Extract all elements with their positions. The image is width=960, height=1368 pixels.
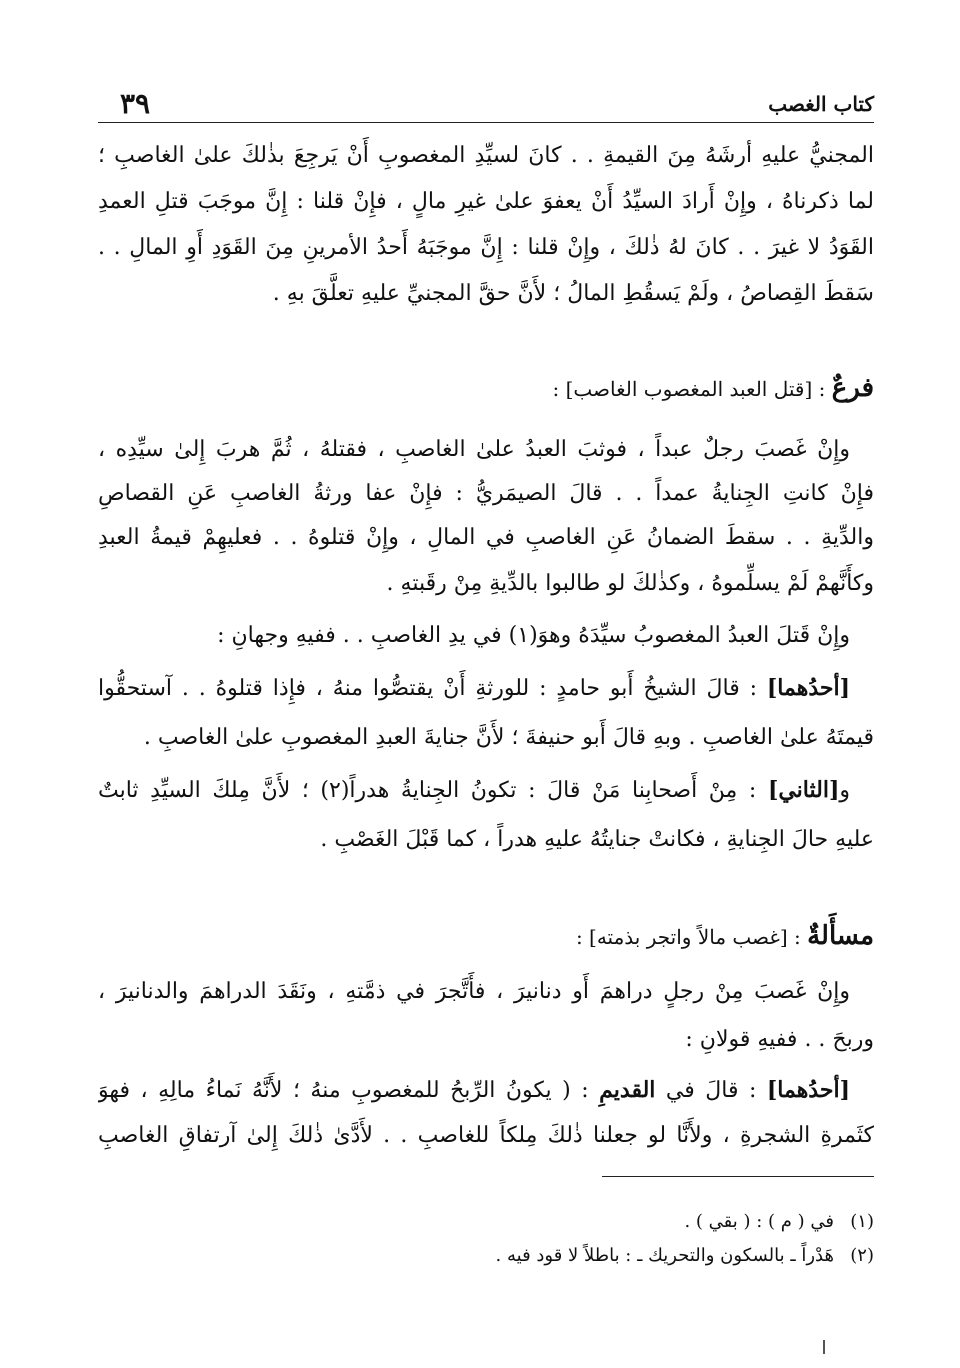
option-label: [أحدُهما] <box>766 675 850 701</box>
text-line: قيمتَهُ علىٰ الغاصبِ . وبهِ قالَ أَبو حنيفةَ ؛ لأَنَّ جنايةَ العبدِ المغصوبِ علىٰ الغاصبِ . <box>143 725 874 750</box>
footnote-number: (٢) <box>850 1245 874 1266</box>
text-line: وإِنْ قَتلَ العبدُ المغصوبُ سيِّدَهُ وهوَ(١) في يدِ الغاصبِ . . ففيهِ وجهانِ : <box>217 623 850 648</box>
footnote-text: في ( م ) : ( بقي ) . <box>684 1211 834 1232</box>
text-line: لما ذكرناهُ ، وإِنْ أَرادَ السيِّدُ أَنْ يعفوَ علىٰ غيرِ مالٍ ، فإِنْ قلنا : إِنَّ موجَبَ قتلِ العمدِ <box>98 189 874 214</box>
heading-title: : [قتل العبد المغصوب الغاصب] : <box>552 377 832 401</box>
text-line: فإِنْ كانتِ الجِنايةُ عمداً . . قالَ الصيمَريُّ : فإِنْ عفا ورثةُ الغاصبِ عَنِ القصاصِ <box>98 481 874 506</box>
footnote <box>98 1240 874 1272</box>
text-line: وإِنْ غَصبَ مِنْ رجلٍ دراهمَ أَو دنانيرَ ، فأَتَّجرَ في ذمَّتهِ ، ونَقَدَ الدراهمَ والدنانيرَ ، <box>98 979 850 1004</box>
option-prefix: و <box>839 778 850 803</box>
text-line: وربحَ . . ففيهِ قولانِ : <box>685 1027 874 1052</box>
running-header <box>98 82 874 123</box>
text-line: وكأَنَّهمْ لَمْ يسلِّموهُ ، وكذٰلكَ لو طالبوا بالدِّيةِ مِنْ رقَبتهِ . <box>386 571 874 596</box>
footnote <box>98 1206 874 1238</box>
page-edge-mark <box>823 1340 825 1354</box>
text-line <box>98 1068 850 1112</box>
heading-title: : [غصب مالاً واتجر بذمته] : <box>575 925 808 949</box>
option-label: [أحدُهما] <box>766 1077 850 1103</box>
text-line: القَوَدُ لا غيرَ . . كانَ لهُ ذٰلكَ ، وإِنْ قلنا : إِنَّ موجَبَهُ أَحدُ الأمرينِ مِنَ القَوَدِ أَوِ المالِ . . <box>98 235 874 260</box>
text-line: كثَمرةِ الشجرةِ ، ولأَنَّا لو جعلنا ذٰلكَ مِلكاً للغاصبِ . . لأَدَّىٰ ذٰلكَ إِلىٰ آرتفاقِ الغاصبِ <box>98 1123 874 1148</box>
footnote-number: (١) <box>850 1211 874 1232</box>
option-text: : مِنْ أَصحابِنا مَنْ قالَ : تكونُ الجِنايةُ هدراً(٢) ؛ لأَنَّ مِلكَ السيِّدِ ثابتٌ <box>98 778 768 803</box>
footnote-rule <box>602 1176 874 1177</box>
book-title: كتاب الغصب <box>768 92 874 116</box>
option-term: القديمِ <box>599 1077 656 1103</box>
section-heading <box>553 366 874 410</box>
text-line: وإِنْ غَصبَ رجلٌ عبداً ، فوثبَ العبدُ علىٰ الغاصبِ ، فقتلهُ ، ثُمَّ هربَ إِلىٰ سيِّدِه ، <box>98 437 850 462</box>
text-line <box>98 768 850 812</box>
text-line: والدِّيةِ . . سقطَ الضمانُ عَنِ الغاصبِ في المالِ ، وإِنْ قتلوهُ . . فعليهِمْ قيمةُ العبدِ <box>98 525 874 550</box>
option-text: : قالَ في <box>655 1078 767 1103</box>
text-line: المجنيُّ عليهِ أرشَهُ مِنَ القيمةِ . . كانَ لسيِّدِ المغصوبِ أَنْ يَرجِعَ بذٰلكَ علىٰ الغاصبِ ؛ <box>98 143 874 168</box>
option-text: : قالَ الشيخُ أَبو حامدٍ : للورثةِ أَنْ يقتصُّوا منهُ ، فإِذا قتلوهُ . . آستحقُّوا <box>98 676 767 701</box>
footnote-text: هَدْراً ـ بالسكون والتحريك ـ : باطلاً لا قود فيه . <box>495 1245 834 1266</box>
text-line <box>98 666 850 710</box>
heading-word: مسأَلةٌ <box>807 921 874 951</box>
heading-word: فرعٌ <box>831 373 874 403</box>
page-number: ٣٩ <box>120 87 151 120</box>
option-text: : ( يكونُ الرِّبحُ للمغصوبِ منهُ ؛ لأَنَّهُ نَماءُ مالِهِ ، فهوَ <box>98 1078 600 1103</box>
text-line: عليهِ حالَ الجِنايةِ ، فكانتْ جنايتُهُ عليهِ هدراً ، كما قَبْلَ الغَصْبِ . <box>320 827 874 852</box>
section-heading <box>576 914 874 958</box>
text-line: سَقطَ القِصاصُ ، ولَمْ يَسقُطِ المالُ ؛ لأَنَّ حقَّ المجنيِّ عليهِ تعلَّقَ بهِ . <box>272 281 874 306</box>
option-label: [الثاني] <box>767 777 840 803</box>
